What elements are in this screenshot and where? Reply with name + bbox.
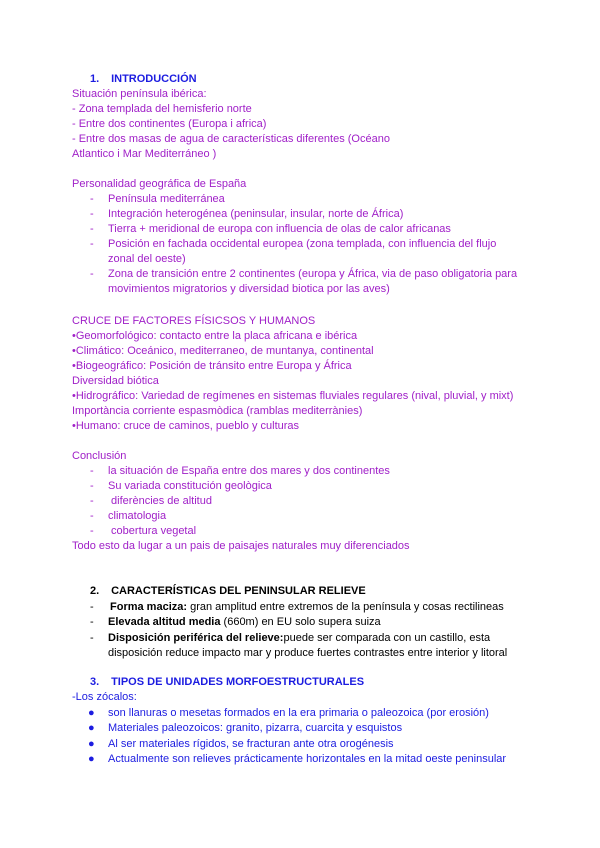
dash-bullet: - <box>90 632 94 644</box>
dash-bullet: - <box>90 465 94 477</box>
conclusion-closing: Todo esto da lugar a un pais de paisajes naturales muy diferenciados <box>72 540 410 552</box>
personalidad-heading: Personalidad geográfica de España <box>72 178 247 190</box>
cruce-line: •Biogeográfico: Posición de tránsito entre Europa y África <box>72 360 352 372</box>
dash-bullet: - <box>90 268 94 280</box>
personalidad-item-continuation: movimientos migratorios y diversidad biotica por las aves) <box>108 283 390 295</box>
situacion-heading: Situación península ibérica: <box>72 88 207 100</box>
conclusion-item: Su variada constitución geològica <box>108 480 272 492</box>
personalidad-item: Península mediterránea <box>108 193 225 205</box>
situacion-line: - Entre dos continentes (Europa i africa) <box>72 118 267 130</box>
relieve-item-text: puede ser comparada con un castillo, esta <box>283 632 491 644</box>
situacion-line: - Entre dos masas de agua de características diferentes (Océano <box>72 133 390 145</box>
personalidad-item: Zona de transición entre 2 continentes (europa y África, via de paso obligatoria para <box>108 268 518 280</box>
cruce-line: Diversidad biótica <box>72 375 159 387</box>
relieve-item-bold: Forma maciza: <box>110 601 188 613</box>
situacion-line: - Zona templada del hemisferio norte <box>72 103 252 115</box>
relieve-item-bold: Elevada altitud media <box>108 616 221 628</box>
cruce-line: •Hidrográfico: Variedad de regímenes en sistemas fluviales regulares (nival, pluvial, y mixt) <box>72 390 514 402</box>
section-1-heading <box>90 72 197 87</box>
cruce-line: Importància corriente espasmòdica (ramblas mediterrànies) <box>72 405 363 417</box>
section-1-title: INTRODUCCIÓN <box>111 73 197 85</box>
cruce-line: •Climático: Oceánico, mediterraneo, de muntanya, continental <box>72 345 374 357</box>
section-3-title: TIPOS DE UNIDADES MORFOESTRUCTURALES <box>111 676 365 688</box>
zocalos-item: Al ser materiales rígidos, se fracturan ante otra orogénesis <box>108 738 394 750</box>
dash-bullet: - <box>90 601 94 613</box>
dash-bullet: - <box>90 510 94 522</box>
cruce-line: •Geomorfológico: contacto entre la placa africana e ibérica <box>72 330 358 342</box>
dash-bullet: - <box>90 223 94 235</box>
personalidad-item: Integración heterogénea (peninsular, insular, norte de África) <box>108 208 404 220</box>
section-2-title: CARACTERÍSTICAS DEL PENINSULAR RELIEVE <box>111 585 366 597</box>
dash-bullet: - <box>90 616 94 628</box>
conclusion-item: la situación de España entre dos mares y dos continentes <box>108 465 390 477</box>
cruce-heading: CRUCE DE FACTORES FÍSICSOS Y HUMANOS <box>72 315 316 327</box>
section-3-number: 3. <box>90 676 100 688</box>
relieve-item <box>108 631 490 646</box>
zocalos-item: Materiales paleozoicos: granito, pizarra, cuarcita y esquistos <box>108 722 403 734</box>
relieve-item <box>108 615 381 630</box>
dash-bullet: - <box>90 480 94 492</box>
dot-bullet: ● <box>88 753 95 765</box>
relieve-item-text: gran amplitud entre extremos de la península y cosas rectilineas <box>187 601 504 613</box>
dash-bullet: - <box>90 208 94 220</box>
dash-bullet: - <box>90 193 94 205</box>
relieve-item-bold: Disposición periférica del relieve: <box>108 632 284 644</box>
personalidad-item: Posición en fachada occidental europea (zona templada, con influencia del flujo <box>108 238 497 250</box>
dash-bullet: - <box>90 495 94 507</box>
zocalos-item: son llanuras o mesetas formados en la era primaria o paleozoica (por erosión) <box>108 707 489 719</box>
relieve-item-continuation: disposición reduce impacto mar y produce fuertes contrastes entre interior y litoral <box>108 647 508 659</box>
dot-bullet: ● <box>88 738 95 750</box>
situacion-line: Atlantico i Mar Mediterráneo ) <box>72 148 217 160</box>
zocalos-item: Actualmente son relieves prácticamente horizontales en la mitad oeste peninsular <box>108 753 507 765</box>
section-2-heading <box>90 584 366 599</box>
conclusion-item: cobertura vegetal <box>108 525 197 537</box>
conclusion-item: diferències de altitud <box>108 495 212 507</box>
dash-bullet: - <box>90 238 94 250</box>
dash-bullet: - <box>90 525 94 537</box>
section-3-heading <box>90 675 364 690</box>
relieve-item <box>110 600 504 615</box>
section-2-number: 2. <box>90 585 100 597</box>
personalidad-item: Tierra + meridional de europa con influencia de olas de calor africanas <box>108 223 451 235</box>
conclusion-heading: Conclusión <box>72 450 127 462</box>
section-1-number: 1. <box>90 73 100 85</box>
cruce-line: •Humano: cruce de caminos, pueblo y culturas <box>72 420 300 432</box>
conclusion-item: climatologia <box>108 510 167 522</box>
relieve-item-text: (660m) en EU solo supera suiza <box>220 616 381 628</box>
personalidad-item-continuation: zonal del oeste) <box>108 253 186 265</box>
dot-bullet: ● <box>88 722 95 734</box>
dot-bullet: ● <box>88 707 95 719</box>
zocalos-intro: -Los zócalos: <box>72 691 137 703</box>
